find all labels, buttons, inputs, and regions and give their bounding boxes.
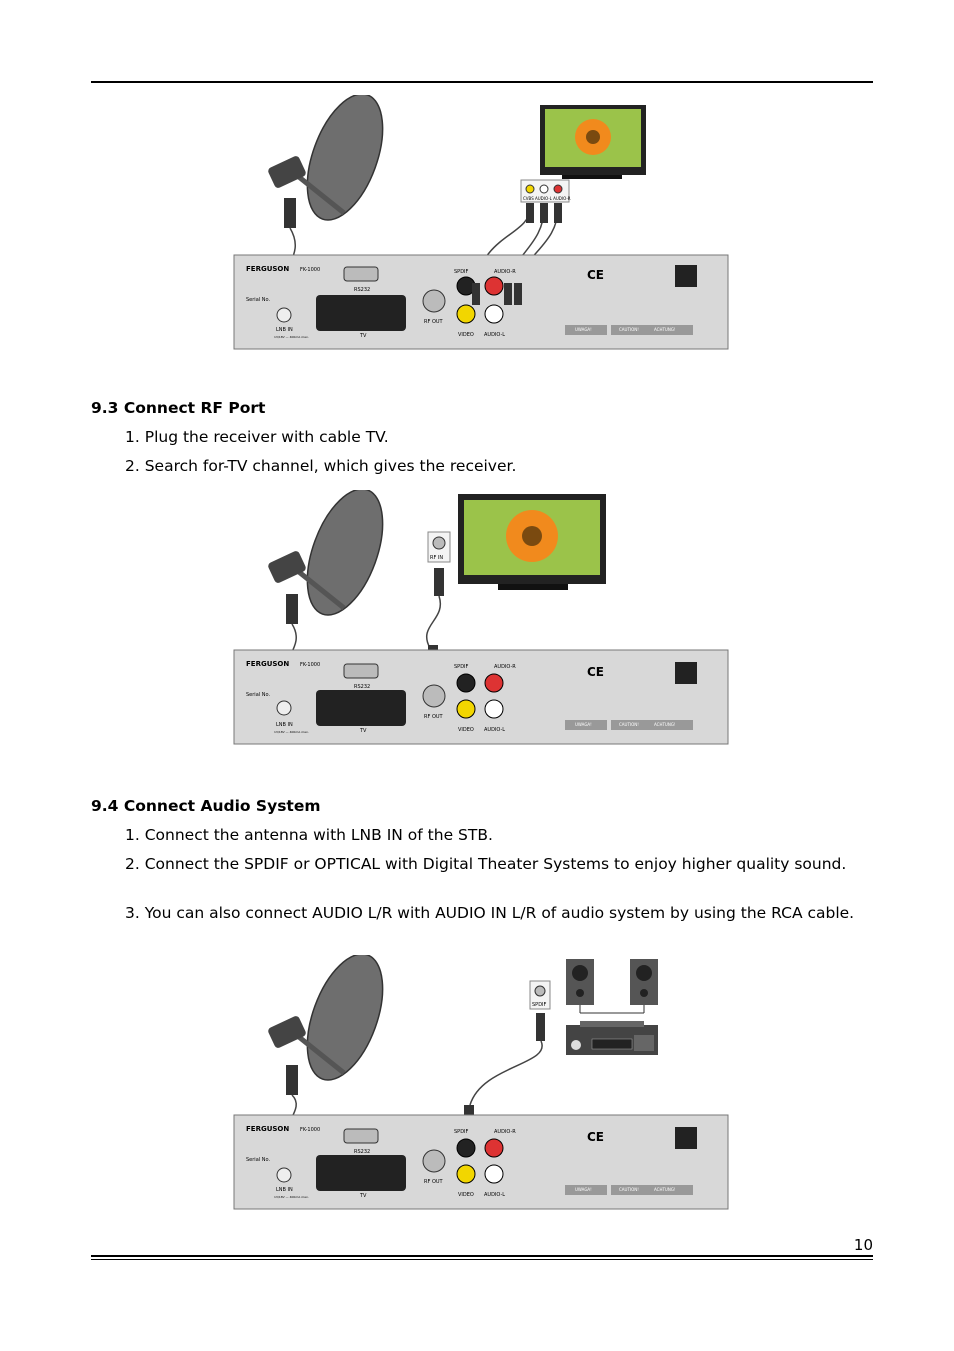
audio-l-label: AUDIO-L [484, 727, 506, 733]
video-label: VIDEO [458, 332, 474, 338]
brand-label: FERGUSON [246, 1125, 290, 1133]
receiver-back-panel [234, 255, 728, 349]
audio-r-label: AUDIO-R [494, 269, 516, 275]
tv-av-jacks-panel [521, 180, 571, 202]
audio-amplifier-icon [566, 1021, 658, 1055]
speaker-left-icon [566, 959, 594, 1005]
ce-mark-label: CE [587, 665, 605, 679]
section-9-3-heading: 9.3 Connect RF Port [91, 399, 266, 417]
scart-tv-label: TV [360, 728, 367, 734]
warning-2-label: CAUTION! [619, 327, 639, 332]
diagram-audio-connection [232, 955, 732, 1215]
rs232-label: RS232 [354, 1149, 371, 1155]
spdif-label: SPDIF [454, 1129, 469, 1135]
serial-label: Serial No. [246, 1157, 271, 1163]
model-label: FK-1000 [300, 267, 321, 273]
rf-out-label: RF OUT [424, 319, 443, 325]
section-9-3-step-1 [91, 428, 861, 448]
ce-mark-label: CE [587, 268, 605, 282]
section-9-4-step-1 [91, 826, 861, 846]
rf-in-label: RF IN [430, 555, 444, 561]
lnb-spec-label: 13/18V — 400mA max. [274, 335, 309, 339]
model-label: FK-1000 [300, 1127, 321, 1133]
warning-1-label: UWAGA! [575, 1187, 592, 1192]
brand-label: FERGUSON [246, 265, 290, 273]
warning-3-label: ACHTUNG! [654, 722, 676, 727]
rs232-label: RS232 [354, 287, 371, 293]
lnb-in-label: LNB IN [276, 722, 293, 728]
step-text: 1. Connect the antenna with LNB IN of the STB. [125, 826, 493, 844]
satellite-dish-icon [267, 95, 398, 230]
lnb-in-label: LNB IN [276, 327, 293, 333]
spdif-label: SPDIF [454, 664, 469, 670]
audio-l-label: AUDIO-L [484, 332, 506, 338]
lnb-spec-label: 13/18V — 400mA max. [274, 1195, 309, 1199]
warning-1-label: UWAGA! [575, 722, 592, 727]
serial-label: Serial No. [246, 692, 271, 698]
tv-rf-in-jack [428, 532, 450, 562]
audio-r-label: AUDIO-R [494, 1129, 516, 1135]
brand-label: FERGUSON [246, 660, 290, 668]
model-label: FK-1000 [300, 662, 321, 668]
rf-out-label: RF OUT [424, 1179, 443, 1185]
scart-tv-label: TV [360, 333, 367, 339]
step-text: 2. Search for-TV channel, which gives the receiver. [125, 457, 517, 475]
lnb-spec-label: 13/18V — 400mA max. [274, 730, 309, 734]
warning-1-label: UWAGA! [575, 327, 592, 332]
receiver-back-panel [234, 650, 728, 744]
satellite-dish-icon [267, 490, 398, 625]
section-9-3-step-2 [91, 457, 861, 477]
serial-label: Serial No. [246, 297, 271, 303]
diagram-audio-svg [232, 955, 732, 1215]
television-icon [458, 494, 606, 590]
section-9-4-step-2 [91, 855, 861, 875]
warning-2-label: CAUTION! [619, 1187, 639, 1192]
tv-jacks-label: CVBS AUDIO-L AUDIO-R [523, 196, 571, 201]
footer-rule [91, 1255, 873, 1257]
diagram-av-svg [232, 95, 732, 355]
video-label: VIDEO [458, 727, 474, 733]
spdif-input-jack [530, 981, 550, 1009]
footer-rule-thin [91, 1259, 873, 1260]
television-icon [540, 105, 646, 179]
ce-mark-label: CE [587, 1130, 605, 1144]
step-text: 2. Connect the SPDIF or OPTICAL with Digital Theater Systems to enjoy higher quality sound. [125, 855, 847, 873]
audio-l-label: AUDIO-L [484, 1192, 506, 1198]
section-9-4-step-3 [91, 904, 861, 924]
spdif-label: SPDIF [454, 269, 469, 275]
header-rule [91, 81, 873, 83]
warning-3-label: ACHTUNG! [654, 327, 676, 332]
receiver-back-panel [234, 1115, 728, 1209]
audio-r-label: AUDIO-R [494, 664, 516, 670]
speaker-right-icon [630, 959, 658, 1005]
rs232-label: RS232 [354, 684, 371, 690]
diagram-av-connection [232, 95, 732, 355]
warning-3-label: ACHTUNG! [654, 1187, 676, 1192]
step-text: 3. You can also connect AUDIO L/R with AUDIO IN L/R of audio system by using the RCA cable. [125, 904, 855, 922]
step-text: 1. Plug the receiver with cable TV. [125, 428, 389, 446]
scart-tv-label: TV [360, 1193, 367, 1199]
page-number: 10 [853, 1236, 873, 1254]
rf-out-label: RF OUT [424, 714, 443, 720]
section-9-4-heading: 9.4 Connect Audio System [91, 797, 321, 815]
diagram-rf-connection [232, 490, 732, 750]
warning-2-label: CAUTION! [619, 722, 639, 727]
satellite-dish-icon [267, 955, 398, 1095]
spdif-jack-label: SPDIF [532, 1002, 547, 1008]
video-label: VIDEO [458, 1192, 474, 1198]
diagram-rf-svg [232, 490, 732, 750]
lnb-in-label: LNB IN [276, 1187, 293, 1193]
